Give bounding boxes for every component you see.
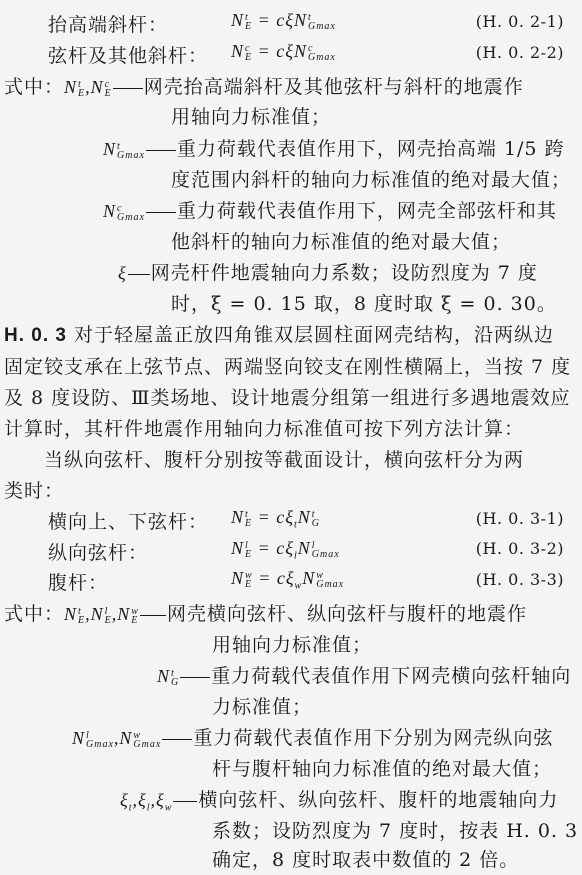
section-number: H. 0. 3 (4, 325, 67, 346)
formula-line-h032 (48, 538, 340, 565)
formula-label: 弦杆及其他斜杆： (48, 45, 209, 67)
definition-text: 横向弦杆、纵向弦杆、腹杆的地震轴向力 (198, 789, 559, 811)
equation-number: (H. 0. 3-2) (475, 539, 564, 558)
definition-text: 度范围内斜杆的轴向力标准值的绝对最大值； (171, 169, 572, 191)
paragraph-line (4, 414, 524, 441)
formula-h033: N w E = $c\xi_wN$ w Gmax (231, 568, 345, 592)
formula-label: 横向上、下弦杆： (48, 511, 209, 533)
equation-number: (H. 0. 3-3) (475, 570, 564, 589)
paragraph-text: 计算时，其杆件地震作用轴向力标准值可按下列方法计算： (4, 418, 525, 440)
definition-line (212, 692, 312, 719)
definition-line (171, 289, 557, 316)
definition-text: 重力荷载代表值作用下分别为网壳纵向弦 (193, 727, 554, 749)
definition-line: N t Gmax 重力荷载代表值作用下，网壳抬高端 1/5 跨 (103, 138, 565, 161)
definition-text: 网壳抬高端斜杆及其他弦杆与斜杆的地震作 (143, 76, 524, 98)
definition-line (212, 630, 372, 657)
paragraph-line (4, 476, 64, 503)
definition-line (212, 754, 552, 781)
where-label: 式中： (4, 603, 65, 625)
section-paragraph (4, 320, 554, 347)
dash-icon (140, 615, 166, 616)
formula-h021: N t E = cξN t Gmax (231, 10, 336, 32)
formula-line-h022 (48, 41, 336, 68)
definition-text: 系数；设防烈度为 7 度时，按表 H. 0. 3 (212, 820, 579, 842)
dash-icon (113, 88, 143, 89)
definition-line: 式中：N t E ,N l E ,N w E 网壳横向弦杆、纵向弦杆与腹杆的地震作 (4, 603, 527, 626)
definition-text: 杆与腹杆轴向力标准值的绝对最大值； (212, 758, 553, 780)
definition-line (171, 102, 331, 129)
definition-text: 重力荷载代表值作用下，网壳全部弦杆和其 (176, 200, 557, 222)
definition-line: N t G 重力荷载代表值作用下网壳横向弦杆轴向 (157, 665, 572, 688)
paragraph-line (4, 383, 571, 410)
definition-text: 力标准值； (212, 696, 313, 718)
paragraph-line (44, 445, 524, 472)
definition-text: 网壳横向弦杆、纵向弦杆与腹杆的地震作 (166, 603, 527, 625)
paragraph-line (4, 352, 571, 379)
definition-line: 式中：N t E ,N c E 网壳抬高端斜杆及其他弦杆与斜杆的地震作 (4, 76, 524, 99)
formula-h031: N t E = $c\xi_tN$ t G (231, 507, 321, 531)
formula-label: 抬高端斜杆： (48, 14, 169, 36)
definition-text: 他斜杆的轴向力标准值的绝对最大值； (171, 231, 512, 253)
formula-label: 纵向弦杆： (48, 542, 149, 564)
definition-text: 用轴向力标准值； (171, 106, 332, 128)
definition-line: N c Gmax 重力荷载代表值作用下，网壳全部弦杆和其 (103, 200, 557, 223)
definition-text: 用轴向力标准值； (212, 634, 373, 656)
dash-icon (146, 150, 176, 151)
dash-icon (146, 212, 176, 213)
paragraph-text: 当纵向弦杆、腹杆分别按等截面设计，横向弦杆分为两 (44, 449, 525, 471)
where-label: 式中： (4, 76, 65, 98)
definition-text: 重力荷载代表值作用下网壳横向弦杆轴向 (211, 665, 572, 687)
equation-number: (H. 0. 3-1) (475, 509, 564, 528)
dash-icon (173, 801, 197, 802)
paragraph-text: 对于轻屋盖正放四角锥双层圆柱面网壳结构，沿两纵边 (74, 324, 555, 346)
definition-text: 时，ξ = 0. 15 取，8 度时取 ξ = 0. 30。 (171, 293, 557, 315)
definition-text: 重力荷载代表值作用下，网壳抬高端 1/5 跨 (176, 138, 565, 160)
paragraph-text: 及 8 度设防、Ⅲ类场地、设计地震分组第一组进行多遇地震效应 (4, 387, 571, 409)
formula-h022: N c E = cξN c Gmax (231, 41, 336, 63)
definition-line: $\xi_t,\xi_l,\xi_w$ 横向弦杆、纵向弦杆、腹杆的地震轴向力 (120, 789, 559, 814)
formula-h032: N l E = $c\xi_lN$ l Gmax (231, 538, 340, 562)
dash-icon (162, 739, 192, 740)
paragraph-text: 类时： (4, 480, 65, 502)
definition-line: ξ 网壳杆件地震轴向力系数；设防烈度为 7 度 (118, 262, 538, 284)
definition-line (212, 845, 519, 872)
dash-icon (128, 274, 150, 275)
formula-line-h021 (48, 10, 336, 37)
equation-number: (H. 0. 2-2) (475, 43, 564, 62)
formula-line-h033 (48, 568, 345, 595)
definition-text: 网壳杆件地震轴向力系数；设防烈度为 7 度 (150, 262, 538, 284)
definition-text: 确定，8 度时取表中数值的 2 倍。 (212, 849, 520, 871)
definition-line (171, 227, 511, 254)
definition-line (212, 816, 578, 843)
formula-label: 腹杆： (48, 572, 109, 594)
paragraph-text: 固定铰支承在上弦节点、两端竖向铰支在刚性横隔上，当按 7 度 (4, 356, 572, 378)
definition-line (171, 165, 571, 192)
formula-line-h031 (48, 507, 321, 534)
definition-line: N l Gmax ,N w Gmax 重力荷载代表值作用下分别为网壳纵向弦 (72, 727, 554, 750)
dash-icon (180, 677, 210, 678)
equation-number: (H. 0. 2-1) (475, 12, 564, 31)
